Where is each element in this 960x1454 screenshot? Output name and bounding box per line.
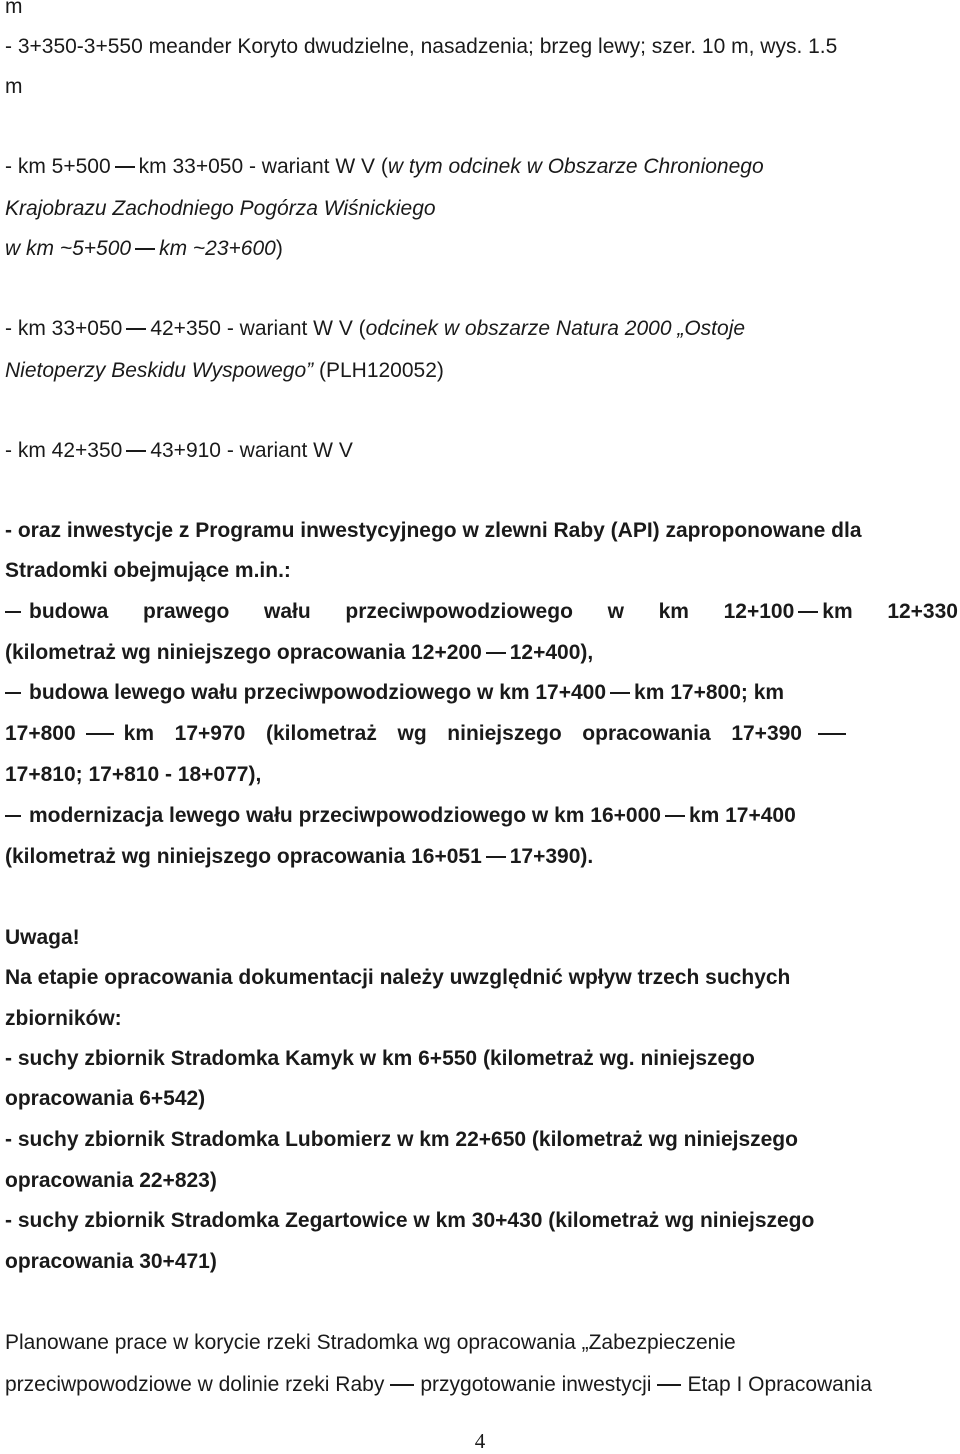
right-embankment-line1 — [5, 599, 958, 625]
section-42350 — [5, 438, 958, 464]
item-text: (kilometraż wg niniejszego opracowania 12+200 — [5, 641, 482, 664]
protected-area-note: w tym odcinek w Obszarze Chronionego — [387, 155, 764, 178]
list-dash — [5, 692, 21, 694]
section-5500-line1 — [5, 154, 958, 180]
left-embankment-line3: 17+810; 17+810 - 18+077), — [5, 763, 262, 786]
item-text-mid: km 17+970 (kilometraż wg niniejszego opracowania 17+390 — [123, 722, 802, 745]
right-embankment-line2 — [5, 640, 958, 666]
natura-note: odcinek w obszarze Natura 2000 „Ostoje — [365, 317, 746, 340]
km-range-start: - km 5+500 — [5, 155, 111, 178]
km-range-end: 42+350 - wariant W V ( — [150, 317, 366, 340]
reservoir-kamyk-line1: - suchy zbiornik Stradomka Kamyk w km 6+550 (kilometraż wg. niniejszego — [5, 1047, 755, 1070]
item-text: 17+800 — [5, 722, 76, 745]
section-33050-line1 — [5, 316, 958, 342]
item-text-end: km 17+800; km — [634, 681, 785, 704]
range-dash — [126, 450, 146, 452]
modernization-line2 — [5, 844, 958, 870]
meander-line: - 3+350-3+550 meander Koryto dwudzielne, nasadzenia; brzeg lewy; szer. 10 m, wys. 1.5 — [5, 35, 838, 58]
planned-works-line1: Planowane prace w korycie rzeki Stradomka wg opracowania „Zabezpieczenie — [5, 1331, 736, 1354]
range-dash — [486, 856, 506, 858]
range-dash — [390, 1384, 414, 1386]
section-33050-line2 — [5, 358, 958, 384]
km-range-end: 43+910 - wariant W V — [150, 439, 353, 462]
meander-line-cont: m — [5, 75, 23, 98]
list-dash — [5, 611, 21, 613]
km-subrange-end: km ~23+600 — [159, 237, 276, 260]
range-dash — [115, 166, 135, 168]
km-range-start: - km 33+050 — [5, 317, 123, 340]
line-m-top: m — [5, 0, 23, 18]
range-dash — [657, 1384, 681, 1386]
item-text: (kilometraż wg niniejszego opracowania 16+051 — [5, 845, 482, 868]
item-text-end: 12+400), — [509, 641, 594, 664]
range-dash — [86, 733, 114, 735]
api-line2: Stradomki obejmujące m.in.: — [5, 559, 291, 582]
reservoir-zegartowice-line1: - suchy zbiornik Stradomka Zegartowice w km 30+430 (kilometraż wg niniejszego — [5, 1209, 815, 1232]
natura-name: Nietoperzy Beskidu Wyspowego” — [5, 359, 314, 382]
page-number: 4 — [474, 1429, 486, 1453]
reservoir-lubomierz-line2: opracowania 22+823) — [5, 1169, 217, 1192]
item-text: budowa prawego wału przeciwpowodziowego w km 12+100 — [29, 600, 795, 623]
reservoir-kamyk-line2: opracowania 6+542) — [5, 1087, 206, 1110]
km-range-start: - km 42+350 — [5, 439, 123, 462]
planned-works-text-mid: przygotowanie inwestycji — [420, 1373, 652, 1396]
note-line1: Na etapie opracowania dokumentacji należy uwzględnić wpływ trzech suchych — [5, 966, 791, 989]
planned-works-text-end: Etap I Opracowania — [687, 1373, 872, 1396]
protected-area-name: Krajobrazu Zachodniego Pogórza Wiśnickiego — [5, 197, 436, 220]
reservoir-zegartowice-line2: opracowania 30+471) — [5, 1250, 217, 1273]
item-text: budowa lewego wału przeciwpowodziowego w km 17+400 — [29, 681, 607, 704]
range-dash — [126, 328, 146, 330]
section-5500-line3 — [5, 236, 958, 262]
item-text: modernizacja lewego wału przeciwpowodziowego w km 16+000 — [29, 804, 661, 827]
item-text-end: km 17+400 — [688, 804, 796, 827]
note-line2: zbiorników: — [5, 1007, 122, 1030]
km-subrange-start: w km ~5+500 — [5, 237, 132, 260]
natura-code: (PLH120052) — [313, 359, 444, 382]
item-text-end: km 12+330 — [822, 600, 958, 623]
left-embankment-line1 — [5, 680, 958, 706]
range-dash — [486, 652, 506, 654]
item-text-end: 17+390). — [509, 845, 594, 868]
range-dash — [818, 733, 846, 735]
modernization-line1 — [5, 803, 958, 829]
km-range-end: km 33+050 - wariant W V ( — [138, 155, 388, 178]
reservoir-lubomierz-line1: - suchy zbiornik Stradomka Lubomierz w km 22+650 (kilometraż wg niniejszego — [5, 1128, 798, 1151]
range-dash — [798, 611, 818, 613]
warning-heading: Uwaga! — [5, 926, 80, 949]
range-dash — [610, 692, 630, 694]
left-embankment-line2 — [5, 721, 848, 747]
api-line1: - oraz inwestycje z Programu inwestycyjnego w zlewni Raby (API) zaproponowane dla — [5, 519, 862, 542]
closing-paren: ) — [275, 237, 283, 260]
range-dash — [665, 815, 685, 817]
planned-works-text: przeciwpowodziowe w dolinie rzeki Raby — [5, 1373, 385, 1396]
range-dash — [135, 248, 155, 250]
planned-works-line2 — [5, 1372, 958, 1398]
section-5500-line2 — [5, 196, 958, 222]
list-dash — [5, 815, 21, 817]
